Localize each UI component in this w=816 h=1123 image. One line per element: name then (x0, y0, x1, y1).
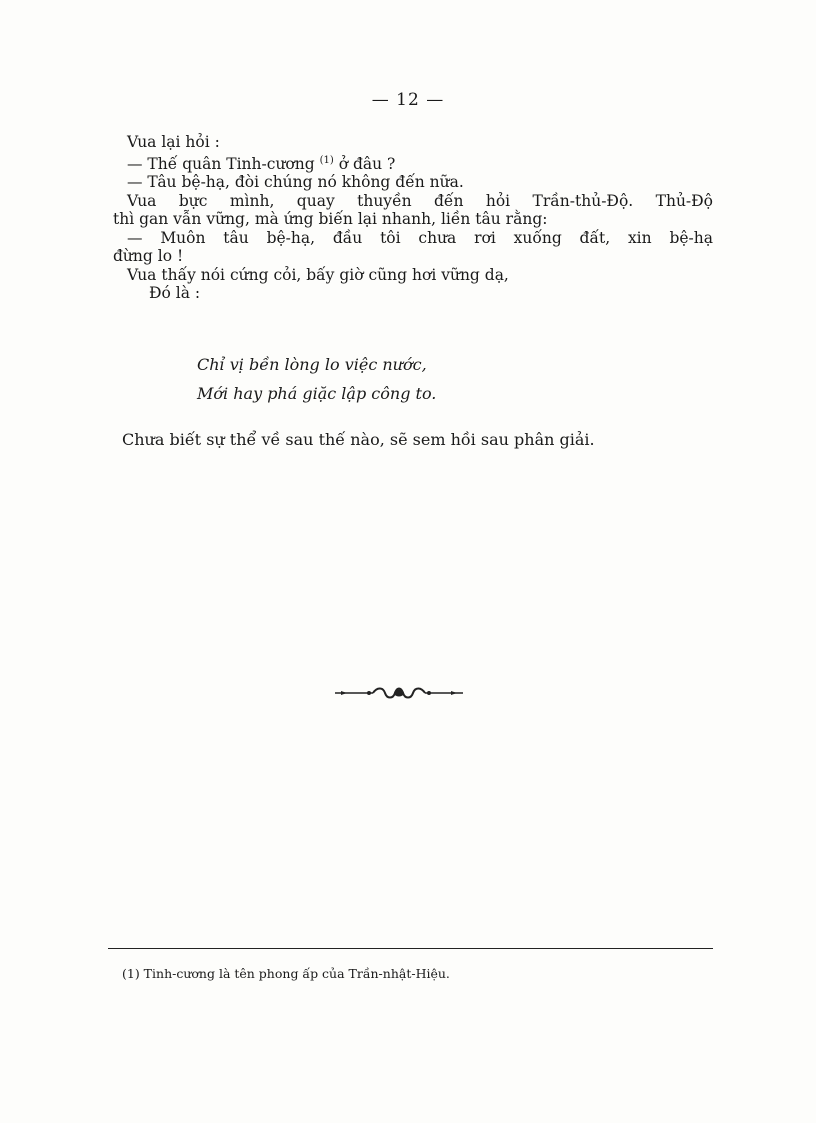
text-line: Vua lại hỏi : (127, 133, 220, 151)
verse-line: Chỉ vị bền lòng lo việc nước, (197, 355, 427, 374)
footnote-rule (108, 948, 713, 949)
text-line: Vua bực mình, quay thuyền đến hỏi Trần-thủ-Độ. Thủ-Độ (127, 191, 713, 210)
ornament-divider-icon (333, 686, 465, 700)
text-line: thì gan vẫn vững, mà ứng biến lại nhanh, liền tâu rằng: (113, 210, 548, 229)
closing-line: Chưa biết sự thể về sau thế nào, sẽ sem hồi sau phân giải. (122, 430, 595, 449)
text-line: Đó là : (149, 284, 201, 303)
page-number: — 12 — (371, 90, 445, 110)
text-line (113, 152, 713, 174)
text-line: đừng lo ! (113, 247, 184, 266)
main-text (113, 133, 713, 303)
verse-block (197, 350, 436, 408)
footnote: (1) Tinh-cương là tên phong ấp của Trần-nhật-Hiệu. (122, 966, 450, 981)
text-segment: — Thế quân Tinh-cương (127, 154, 320, 173)
text-segment: ở đâu ? (333, 154, 396, 173)
text-line: Vua thấy nói cứng cỏi, bấy giờ cũng hơi vững dạ, (127, 265, 509, 284)
footnote-ref: (1) (319, 154, 334, 166)
text-line: — Muôn tâu bệ-hạ, đầu tôi chưa rơi xuống đất, xin bệ-hạ (127, 228, 713, 247)
text-line: — Tâu bệ-hạ, đòi chúng nó không đến nữa. (127, 173, 464, 192)
verse-line: Mới hay phá giặc lập công to. (197, 384, 437, 403)
